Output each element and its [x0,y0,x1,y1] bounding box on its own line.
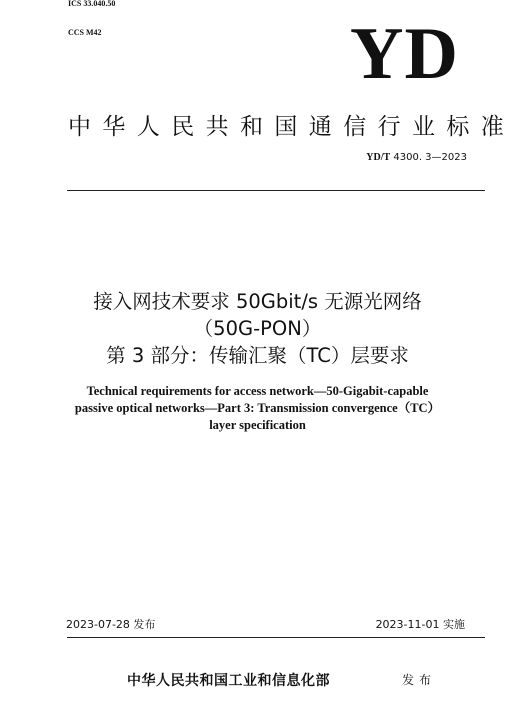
title-line-1: 接入网技术要求 50Gbit/s 无源光网络 [93,290,422,313]
title-line-3: 第 3 部分：传输汇聚（TC）层要求 [106,344,409,367]
publish-date: 2023-07-28 发布 [66,618,156,631]
yd-logo: YD [350,13,459,95]
implement-date: 2023-11-01 实施 [375,618,465,631]
english-line-1: Technical requirements for access network—50-Gigabit-capable [86,384,429,398]
standard-category-title: 中华人民共和国通信行业标准 [68,114,515,140]
standard-code-number: 4300. 3—2023 [393,152,467,163]
title-line-2: （50G-PON） [193,317,322,340]
standard-number [366,152,467,163]
document-title-en [0,383,515,434]
footer-divider [67,637,485,638]
english-line-2: passive optical networks—Part 3: Transmission convergence（TC） [74,401,441,415]
ccs-code: CCS M42 [68,28,102,37]
issuing-authority: 中华人民共和国工业和信息化部 [127,673,330,689]
document-title-cn [0,288,515,369]
standard-code-prefix: YD/T [366,152,391,163]
header-divider [67,190,485,191]
english-line-3: layer specification [209,418,306,432]
ics-code: ICS 33.040.50 [68,0,116,8]
release-label: 发布 [402,673,437,687]
